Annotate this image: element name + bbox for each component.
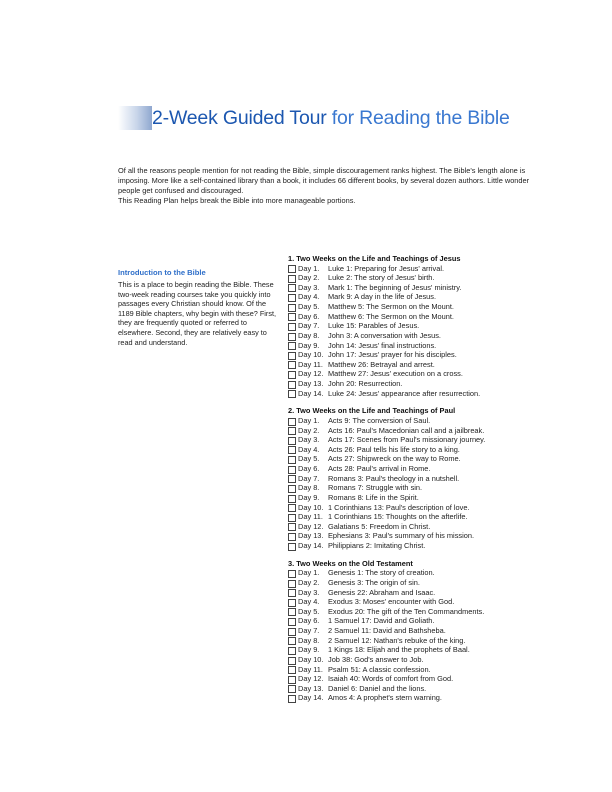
day-reading: 1 Corinthians 13: Paul's description of love. xyxy=(328,502,470,512)
sidebar-heading: Introduction to the Bible xyxy=(118,268,206,277)
day-checkbox[interactable] xyxy=(288,275,296,283)
plan-day-item xyxy=(288,312,568,322)
day-checkbox[interactable] xyxy=(288,628,296,636)
day-label: Day 12. xyxy=(298,369,324,379)
plan-day-item xyxy=(288,435,568,445)
day-label: Day 11. xyxy=(298,664,323,674)
plan-day-item xyxy=(288,454,568,464)
day-label: Day 8. xyxy=(298,635,320,645)
day-checkbox[interactable] xyxy=(288,475,296,483)
day-reading: Genesis 22: Abraham and Isaac. xyxy=(328,587,436,597)
day-checkbox[interactable] xyxy=(288,466,296,474)
day-reading: Luke 24: Jesus' appearance after resurrection. xyxy=(328,388,481,398)
day-label: Day 3. xyxy=(298,435,320,445)
plan-heading: 1. Two Weeks on the Life and Teachings of Jesus xyxy=(288,254,461,263)
plan-day-item xyxy=(288,331,568,341)
day-label: Day 11. xyxy=(298,512,323,522)
day-reading: Exodus 3: Moses' encounter with God. xyxy=(328,597,455,607)
day-reading: Romans 8: Life in the Spirit. xyxy=(328,492,419,502)
day-reading: Mark 1: The beginning of Jesus' ministry. xyxy=(328,282,462,292)
day-label: Day 5. xyxy=(298,302,320,312)
plan-day-item xyxy=(288,522,568,532)
day-label: Day 10. xyxy=(298,654,324,664)
day-reading: Acts 28: Paul's arrival in Rome. xyxy=(328,464,431,474)
plan-day-item xyxy=(288,464,568,474)
day-label: Day 9. xyxy=(298,645,320,655)
plan-day-item xyxy=(288,321,568,331)
plan-day-item xyxy=(288,597,568,607)
plan-day-item xyxy=(288,588,568,598)
plan-day-item xyxy=(288,607,568,617)
day-label: Day 1. xyxy=(298,415,320,425)
day-checkbox[interactable] xyxy=(288,504,296,512)
day-label: Day 4. xyxy=(298,292,320,302)
day-reading: Matthew 5: The Sermon on the Mount. xyxy=(328,302,454,312)
plan-day-item xyxy=(288,665,568,675)
day-checkbox[interactable] xyxy=(288,533,296,541)
day-reading: Acts 27: Shipwreck on the way to Rome. xyxy=(328,454,461,464)
day-label: Day 7. xyxy=(298,321,320,331)
plan-day-item xyxy=(288,655,568,665)
day-checkbox[interactable] xyxy=(288,418,296,426)
day-reading: Amos 4: A prophet's stern warning. xyxy=(328,693,442,703)
day-label: Day 6. xyxy=(298,464,320,474)
day-label: Day 3. xyxy=(298,587,320,597)
day-label: Day 13. xyxy=(298,531,324,541)
plan-day-item xyxy=(288,273,568,283)
day-label: Day 9. xyxy=(298,492,320,502)
day-checkbox[interactable] xyxy=(288,637,296,645)
plan-day-item xyxy=(288,493,568,503)
plan-day-item xyxy=(288,568,568,578)
page-title-strong: 2-Week Guided Tour xyxy=(152,107,327,129)
day-reading: Acts 16: Paul's Macedonian call and a jailbreak. xyxy=(328,425,485,435)
intro-paragraph: Of all the reasons people mention for not reading the Bible, simple discouragement ranks highest. The Bible's length alone is imposing. More like a self-contained library than a book, it includes 66 different books, by several dozen authors. Little wonder people get confused and discouraged. xyxy=(118,166,530,195)
day-checkbox[interactable] xyxy=(288,371,296,379)
day-checkbox[interactable] xyxy=(288,618,296,626)
day-label: Day 10. xyxy=(298,502,324,512)
plan-day-item xyxy=(288,616,568,626)
day-reading: Luke 1: Preparing for Jesus' arrival. xyxy=(328,263,445,273)
day-label: Day 4. xyxy=(298,597,320,607)
plan-day-item xyxy=(288,636,568,646)
day-reading: Ephesians 3: Paul's summary of his mission. xyxy=(328,531,474,541)
day-label: Day 1. xyxy=(298,263,320,273)
title-accent-bar xyxy=(118,106,152,130)
reading-plan-1 xyxy=(288,254,568,398)
day-checkbox[interactable] xyxy=(288,695,296,703)
day-label: Day 14. xyxy=(298,388,324,398)
intro-section xyxy=(118,166,548,206)
day-reading: Matthew 6: The Sermon on the Mount. xyxy=(328,311,454,321)
day-checkbox[interactable] xyxy=(288,304,296,312)
day-label: Day 2. xyxy=(298,577,320,587)
day-checkbox[interactable] xyxy=(288,543,296,551)
day-label: Day 6. xyxy=(298,616,320,626)
day-checkbox[interactable] xyxy=(288,265,296,273)
day-reading: John 17: Jesus' prayer for his disciples. xyxy=(328,350,457,360)
reading-plan-3 xyxy=(288,559,568,703)
day-label: Day 13. xyxy=(298,683,324,693)
day-checkbox[interactable] xyxy=(288,437,296,445)
plan-day-item xyxy=(288,341,568,351)
day-checkbox[interactable] xyxy=(288,514,296,522)
page-title-light: for Reading the Bible xyxy=(326,107,510,129)
day-label: Day 7. xyxy=(298,626,320,636)
plan-day-item xyxy=(288,379,568,389)
plan-day-item xyxy=(288,512,568,522)
day-reading: 1 Corinthians 15: Thoughts on the afterlife. xyxy=(328,512,468,522)
day-reading: Acts 9: The conversion of Saul. xyxy=(328,415,431,425)
day-checkbox[interactable] xyxy=(288,495,296,503)
day-reading: John 20: Resurrection. xyxy=(328,379,403,389)
day-label: Day 3. xyxy=(298,282,320,292)
day-checkbox[interactable] xyxy=(288,676,296,684)
day-label: Day 12. xyxy=(298,521,324,531)
day-label: Day 5. xyxy=(298,606,320,616)
plan-day-item xyxy=(288,474,568,484)
plan-day-item xyxy=(288,292,568,302)
day-checkbox[interactable] xyxy=(288,361,296,369)
plan-heading: 3. Two Weeks on the Old Testament xyxy=(288,558,413,568)
day-reading: Acts 26: Paul tells his life story to a king. xyxy=(328,444,460,454)
day-checkbox[interactable] xyxy=(288,647,296,655)
day-reading: Mark 9: A day in the life of Jesus. xyxy=(328,292,437,302)
day-reading: Philippians 2: Imitating Christ. xyxy=(328,541,426,551)
day-label: Day 14. xyxy=(298,541,324,551)
day-reading: Acts 17: Scenes from Paul's missionary journey. xyxy=(328,435,486,445)
day-checkbox[interactable] xyxy=(288,342,296,350)
plan-day-item xyxy=(288,674,568,684)
plan-day-item xyxy=(288,264,568,274)
day-label: Day 2. xyxy=(298,425,320,435)
day-label: Day 1. xyxy=(298,568,320,578)
day-reading: Psalm 51: A classic confession. xyxy=(328,664,431,674)
plan-day-item xyxy=(288,531,568,541)
day-reading: 2 Samuel 11: David and Bathsheba. xyxy=(328,626,446,636)
day-checkbox[interactable] xyxy=(288,294,296,302)
day-label: Day 7. xyxy=(298,473,320,483)
plan-day-item xyxy=(288,369,568,379)
day-checkbox[interactable] xyxy=(288,333,296,341)
day-checkbox[interactable] xyxy=(288,685,296,693)
day-checkbox[interactable] xyxy=(288,589,296,597)
plan-day-item xyxy=(288,360,568,370)
sidebar xyxy=(118,268,278,347)
day-checkbox[interactable] xyxy=(288,599,296,607)
plan-day-item xyxy=(288,626,568,636)
day-label: Day 11. xyxy=(298,359,323,369)
plan-day-item xyxy=(288,426,568,436)
day-label: Day 10. xyxy=(298,350,324,360)
day-reading: Romans 3: Paul's theology in a nutshell. xyxy=(328,473,460,483)
reading-plans xyxy=(288,254,568,711)
sidebar-text: This is a place to begin reading the Bible. These two-week reading courses take you quickly into passages every Christian should know. Of the 1189 Bible chapters, why begin with these? First, they are frequently quoted or referred to elsewhere. Second, they are relatively easy to read and understand. xyxy=(118,280,277,347)
day-reading: Genesis 1: The story of creation. xyxy=(328,568,435,578)
day-checkbox[interactable] xyxy=(288,523,296,531)
plan-day-item xyxy=(288,541,568,551)
day-checkbox[interactable] xyxy=(288,456,296,464)
day-reading: Romans 7: Struggle with sin. xyxy=(328,483,423,493)
day-reading: Daniel 6: Daniel and the lions. xyxy=(328,683,427,693)
day-reading: 1 Samuel 17: David and Goliath. xyxy=(328,616,435,626)
plan-heading: 2. Two Weeks on the Life and Teachings of Paul xyxy=(288,406,456,416)
day-reading: Matthew 26: Betrayal and arrest. xyxy=(328,359,435,369)
day-label: Day 4. xyxy=(298,444,320,454)
day-checkbox[interactable] xyxy=(288,657,296,665)
plan-day-item xyxy=(288,645,568,655)
day-checkbox[interactable] xyxy=(288,352,296,360)
day-checkbox[interactable] xyxy=(288,390,296,398)
page-title xyxy=(152,105,510,131)
day-checkbox[interactable] xyxy=(288,323,296,331)
plan-day-item xyxy=(288,283,568,293)
plan-day-item xyxy=(288,578,568,588)
day-checkbox[interactable] xyxy=(288,284,296,292)
day-label: Day 6. xyxy=(298,311,320,321)
plan-day-item xyxy=(288,684,568,694)
plan-day-item xyxy=(288,693,568,703)
day-reading: Luke 2: The story of Jesus' birth. xyxy=(328,273,435,283)
day-reading: Exodus 20: The gift of the Ten Commandments. xyxy=(328,606,485,616)
day-label: Day 2. xyxy=(298,273,320,283)
day-label: Day 5. xyxy=(298,454,320,464)
plan-day-item xyxy=(288,483,568,493)
day-checkbox[interactable] xyxy=(288,381,296,389)
day-reading: Job 38: God's answer to Job. xyxy=(328,654,424,664)
day-checkbox[interactable] xyxy=(288,313,296,321)
day-label: Day 9. xyxy=(298,340,320,350)
intro-line: This Reading Plan helps break the Bible into more manageable portions. xyxy=(118,196,356,205)
day-label: Day 13. xyxy=(298,379,324,389)
day-checkbox[interactable] xyxy=(288,580,296,588)
day-checkbox[interactable] xyxy=(288,485,296,493)
day-checkbox[interactable] xyxy=(288,446,296,454)
plan-day-item xyxy=(288,389,568,399)
day-label: Day 8. xyxy=(298,483,320,493)
day-reading: Galatians 5: Freedom in Christ. xyxy=(328,521,431,531)
plan-day-item xyxy=(288,302,568,312)
day-reading: 2 Samuel 12: Nathan's rebuke of the king. xyxy=(328,635,466,645)
day-reading: Genesis 3: The origin of sin. xyxy=(328,577,420,587)
day-checkbox[interactable] xyxy=(288,608,296,616)
day-reading: John 3: A conversation with Jesus. xyxy=(328,330,441,340)
day-reading: Matthew 27: Jesus' execution on a cross. xyxy=(328,369,463,379)
day-checkbox[interactable] xyxy=(288,570,296,578)
day-checkbox[interactable] xyxy=(288,427,296,435)
day-label: Day 8. xyxy=(298,330,320,340)
day-label: Day 12. xyxy=(298,674,324,684)
plan-day-item xyxy=(288,503,568,513)
day-label: Day 14. xyxy=(298,693,324,703)
day-reading: Luke 15: Parables of Jesus. xyxy=(328,321,420,331)
plan-day-item xyxy=(288,416,568,426)
day-reading: 1 Kings 18: Elijah and the prophets of Baal. xyxy=(328,645,470,655)
reading-plan-2 xyxy=(288,406,568,550)
plan-day-item xyxy=(288,350,568,360)
day-reading: Isaiah 40: Words of comfort from God. xyxy=(328,674,454,684)
day-checkbox[interactable] xyxy=(288,666,296,674)
plan-day-item xyxy=(288,445,568,455)
day-reading: John 14: Jesus' final instructions. xyxy=(328,340,437,350)
